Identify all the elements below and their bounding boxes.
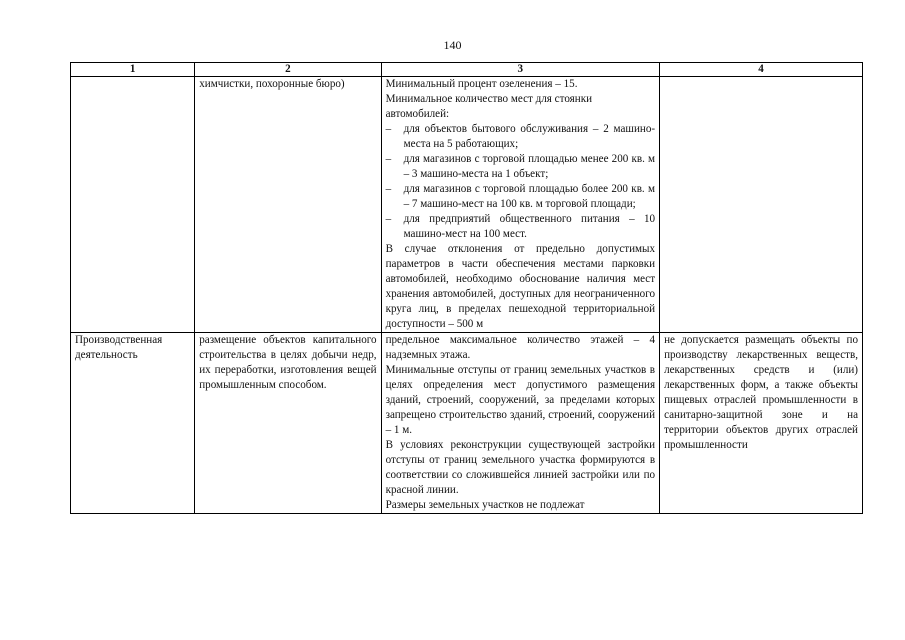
row2-parameters [381, 333, 659, 514]
list-item: – для объектов бытового обслуживания – 2 машино-места на 5 работающих; [386, 122, 655, 152]
row1-restrictions [660, 77, 863, 333]
table-row [71, 333, 863, 514]
column-header-1: 1 [71, 63, 195, 77]
row2-description: размещение объектов капитального строительства в целях добычи недр, их переработки, изготовления вещей промышленным способом. [195, 333, 381, 514]
list-item: – для предприятий общественного питания – 10 машино-мест на 100 мест. [386, 212, 655, 242]
row2-use-type: Производственная деятельность [71, 333, 195, 514]
row1-description-text: химчистки, похоронные бюро) [199, 78, 345, 90]
column-header-4: 4 [660, 63, 863, 77]
row1-param-line: Минимальный процент озеленения – 15. [385, 78, 578, 90]
row1-use-type [71, 77, 195, 333]
parking-requirements-list [386, 122, 655, 242]
row2-restrictions: не допускается размещать объекты по производству лекарственных веществ, лекарственных средств и (или) лекарственных форм, а также объекты пищевых отраслей промышленности в санитарно-защитной зоне и на территории объектов других отраслей промышленности [660, 333, 863, 514]
row2-param-paragraph: Минимальные отступы от границ земельных участков в целях определения мест допустимого размещения зданий, строений, сооружений, за пределами которых запрещено строительство зданий, строений, сооружений – 1 м. [385, 364, 656, 436]
regulations-table [70, 62, 863, 514]
list-item: – для магазинов с торговой площадью более 200 кв. м – 7 машино-мест на 100 кв. м торговой площади; [386, 182, 655, 212]
table-header-row [71, 63, 863, 77]
column-header-2: 2 [195, 63, 381, 77]
row1-param-tail: В случае отклонения от предельно допустимых параметров в части обеспечения местами парковки автомобилей, необходимо обоснование наличия мест хранения автомобилей, доступных для неограниченного круга лиц, в пределах пешеходной территориальной доступности – 500 м [385, 243, 656, 330]
row2-param-paragraph: В условиях реконструкции существующей застройки отступы от границ земельного участка формируются в соответствии со сложившейся линией застройки или по красной линии. [385, 439, 656, 496]
row2-param-paragraph: предельное максимальное количество этажей – 4 надземных этажа. [385, 334, 656, 361]
row1-param-line: Минимальное количество мест для стоянки автомобилей: [385, 93, 593, 120]
row2-param-paragraph: Размеры земельных участков не подлежат [385, 499, 585, 511]
table-row [71, 77, 863, 333]
list-item: – для магазинов с торговой площадью менее 200 кв. м – 3 машино-места на 1 объект; [386, 152, 655, 182]
row1-description [195, 77, 381, 333]
row1-parameters [381, 77, 659, 333]
column-header-3: 3 [381, 63, 659, 77]
page-number: 140 [443, 38, 462, 52]
